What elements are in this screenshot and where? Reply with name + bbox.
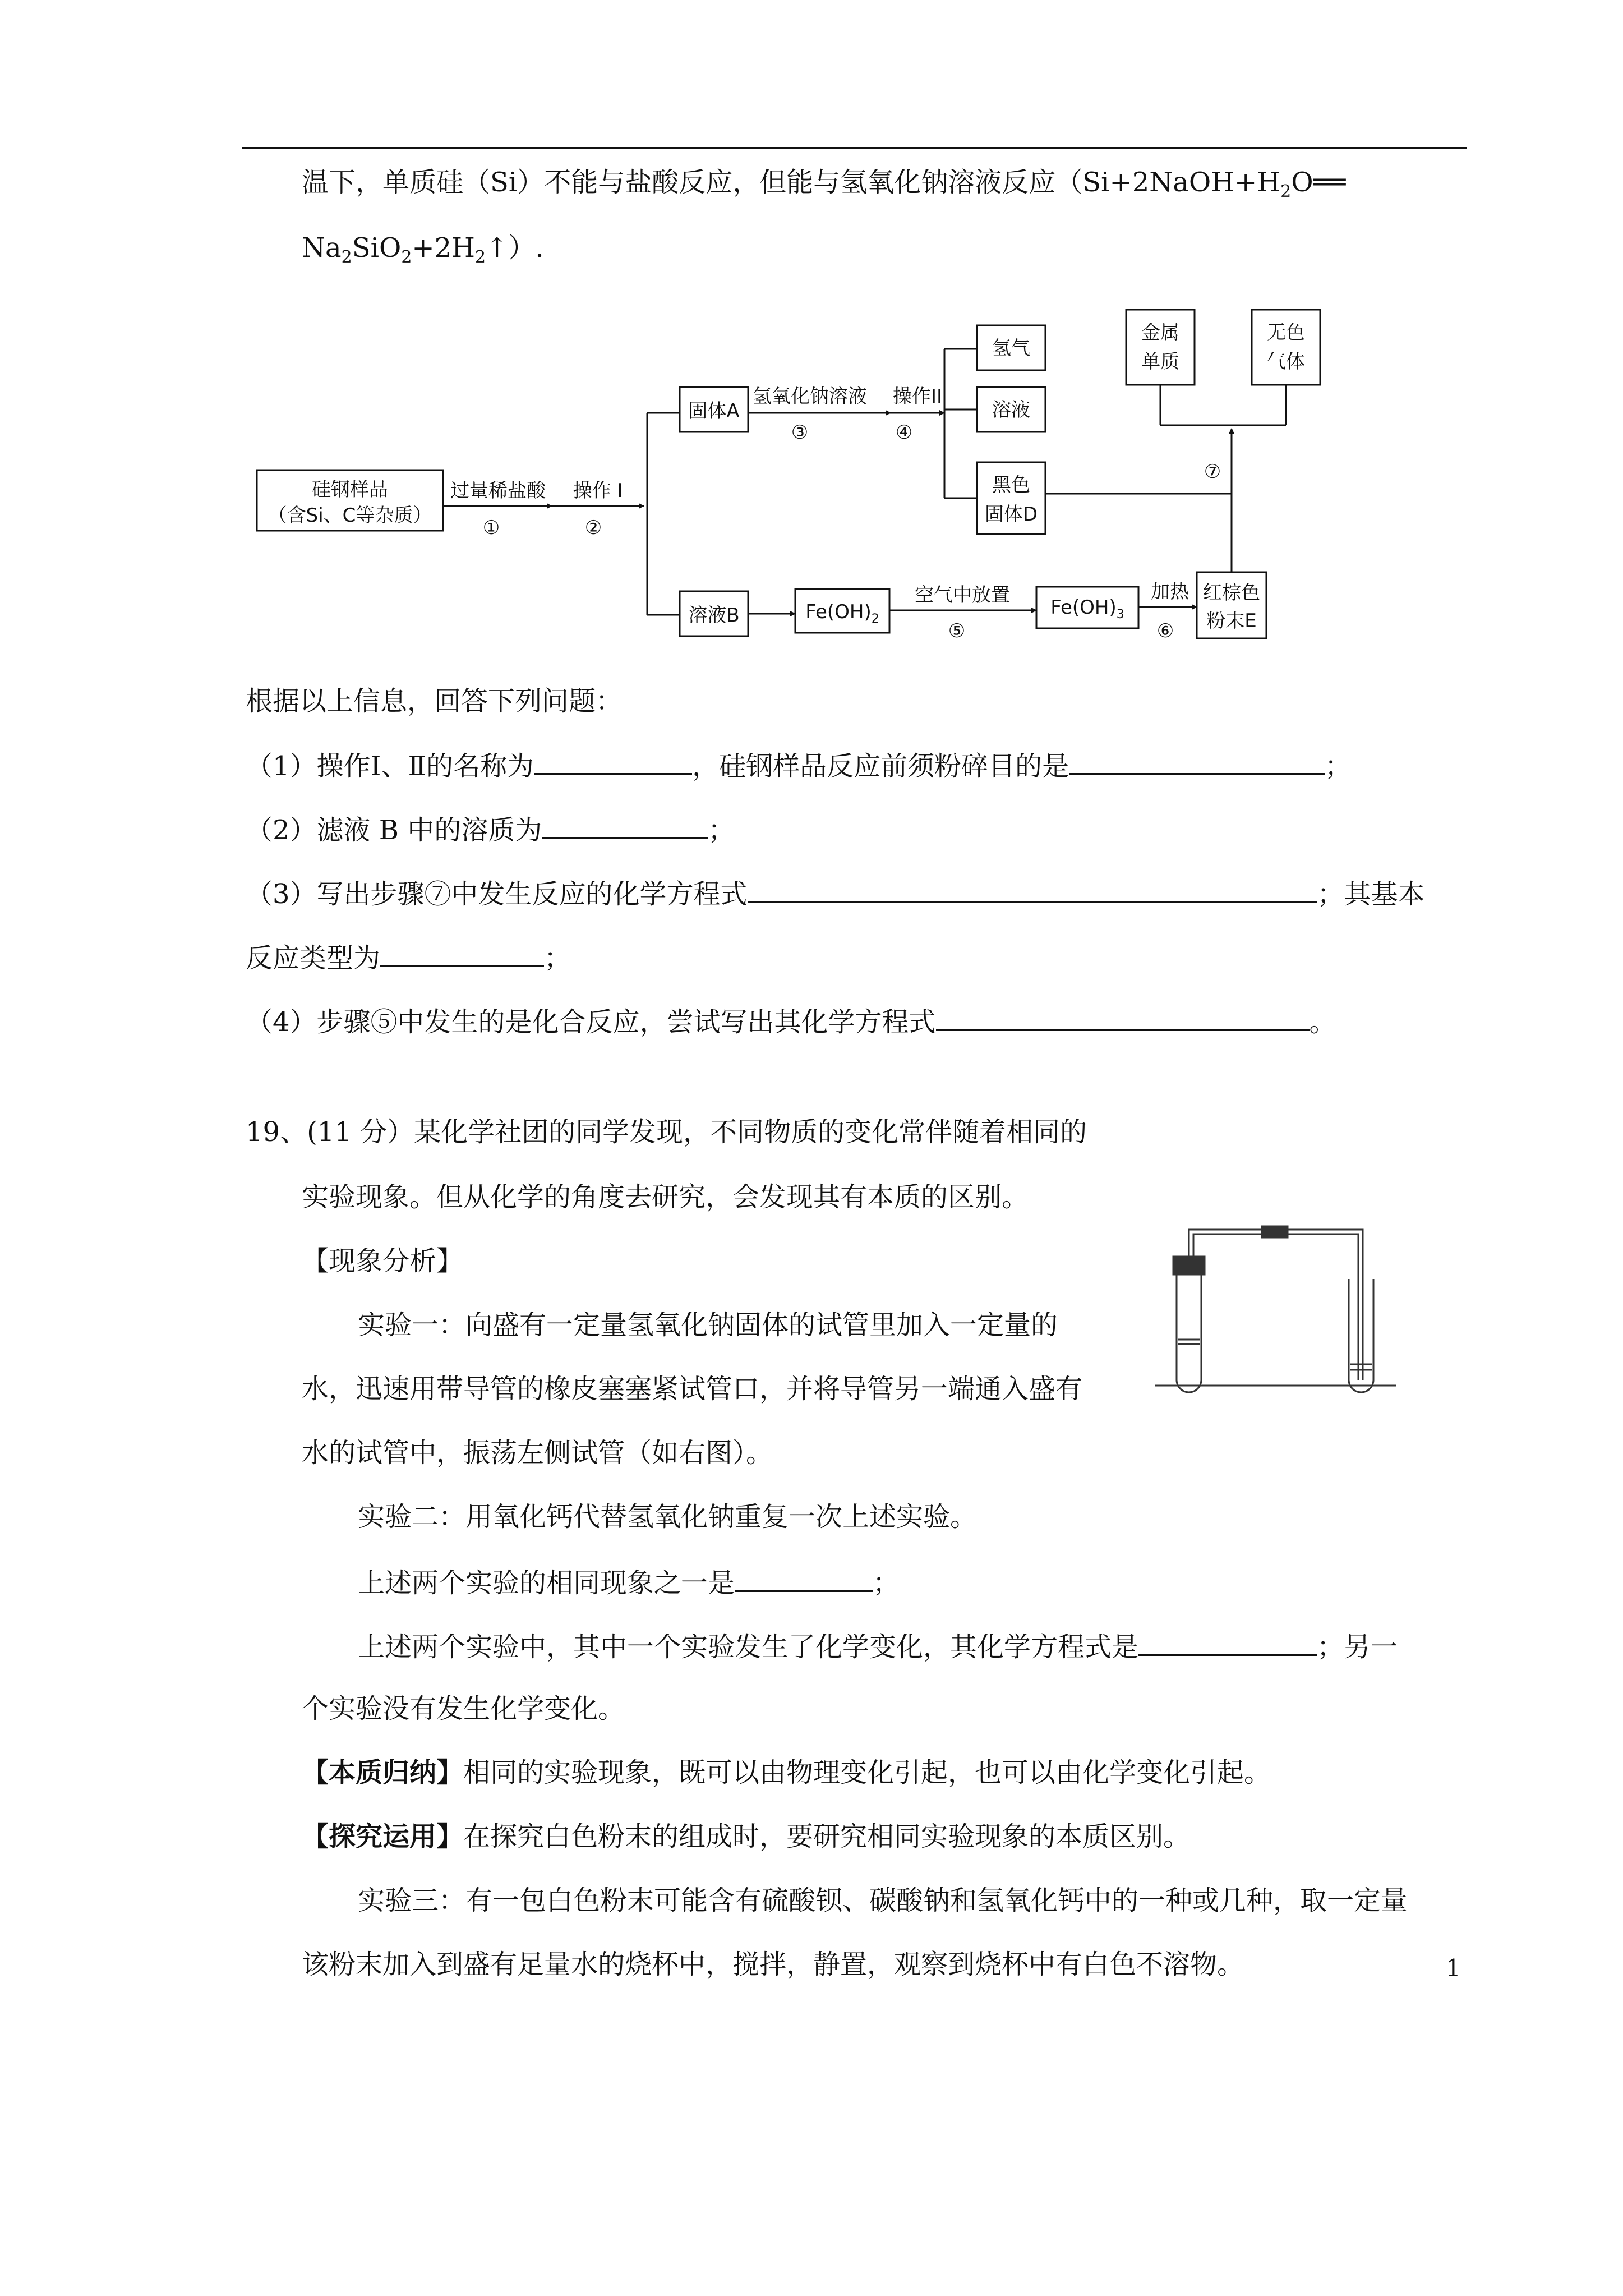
q19-heading-phenomenon: 【现象分析】 — [302, 1245, 464, 1277]
solution-label: 溶液 — [992, 399, 1030, 421]
feoh3-base: Fe(OH) — [1050, 596, 1117, 619]
step1-label: ① — [482, 517, 500, 539]
q4-text-a: （4）步骤⑤中发生的是化合反应，尝试写出其化学方程式 — [246, 1006, 936, 1038]
q2-text-a: （2）滤液 B 中的溶质为 — [246, 815, 542, 846]
step5-label: ⑤ — [948, 620, 966, 642]
q1-end: ； — [1325, 751, 1352, 782]
q19-exp1-line-1: 实验一：向盛有一定量氢氧化钠固体的试管里加入一定量的 — [358, 1309, 1058, 1341]
sample-label-2: （含Si、C等杂质） — [268, 504, 432, 527]
air-label: 空气中放置 — [915, 584, 1010, 606]
q19-exp1-line-2: 水，迅速用带导管的橡皮塞塞紧试管口，并将导管另一端通入盛有 — [302, 1373, 1083, 1405]
q2-end: ； — [708, 815, 735, 846]
delivery-tube — [1189, 1230, 1363, 1380]
q1-blank-2[interactable] — [1069, 747, 1325, 775]
q19-summary-head: 【本质归纳】 — [302, 1757, 464, 1788]
red-powder-label-2: 粉末E — [1206, 610, 1257, 632]
q19-line-2: 实验现象。但从化学的角度去研究，会发现其有本质的区别。 — [302, 1181, 1029, 1213]
intro-sub-1: 2 — [1280, 182, 1292, 201]
q19-apply-head: 【探究运用】 — [302, 1821, 464, 1852]
q19-exp3-line-2: 该粉末加入到盛有足量水的烧杯中，搅拌，静置，观察到烧杯中有白色不溶物。 — [302, 1949, 1244, 1980]
step3-label: ③ — [791, 421, 809, 444]
solution-b-label: 溶液B — [688, 604, 740, 627]
intro-sub-2a: 2 — [341, 247, 352, 267]
step4-label: ④ — [895, 421, 913, 444]
rubber-stopper — [1173, 1257, 1205, 1274]
intro-sub-2b: 2 — [401, 247, 412, 267]
acid-label: 过量稀盐酸 — [450, 480, 546, 502]
black-solid-label-2: 固体D — [984, 503, 1038, 526]
tube-joint — [1262, 1226, 1288, 1237]
q19-chem-text-a: 上述两个实验中，其中一个实验发生了化学变化，其化学方程式是 — [358, 1631, 1139, 1663]
hydrogen-label: 氢气 — [992, 337, 1030, 360]
delivery-tube-inner — [1193, 1234, 1358, 1380]
intro-text-1-end: O══ — [1291, 167, 1346, 198]
q19-exp1-line-3: 水的试管中，振荡左侧试管（如右图）。 — [302, 1437, 773, 1469]
metal-label-1: 金属 — [1141, 321, 1179, 344]
q4-blank[interactable] — [936, 1003, 1310, 1031]
question-3 — [246, 875, 1425, 911]
q3-text-a: （3）写出步骤⑦中发生反应的化学方程式 — [246, 878, 748, 910]
q1-text-b: ，硅钢样品反应前须粉碎目的是 — [692, 751, 1069, 782]
red-powder-label-1: 红棕色 — [1203, 582, 1260, 604]
q19-exp3-line-1: 实验三：有一包白色粉末可能含有硫酸钡、碳酸钠和氢氧化钙中的一种或几种，取一定量 — [358, 1885, 1408, 1916]
naoh-label: 氢氧化钠溶液 — [753, 385, 867, 408]
gas-label-1: 无色 — [1267, 321, 1305, 344]
op2-label: 操作II — [892, 385, 943, 408]
heat-label: 加热 — [1151, 581, 1189, 603]
feoh2-label — [805, 601, 879, 626]
q3-text-b: ；其基本 — [1317, 878, 1425, 910]
right-test-tube — [1349, 1279, 1373, 1392]
q2-blank[interactable] — [542, 811, 708, 839]
gas-label-2: 气体 — [1267, 351, 1305, 373]
question-4 — [246, 1003, 1336, 1039]
intro-sub-2c: 2 — [475, 247, 486, 267]
q19-chem-text-b: ；另一 — [1317, 1631, 1398, 1663]
intro-text-2a: Na — [302, 232, 342, 264]
step7-label: ⑦ — [1204, 461, 1221, 483]
q3-blank-1[interactable] — [748, 875, 1317, 903]
feoh3-sub: 3 — [1116, 608, 1124, 622]
test-tube-apparatus-figure — [1144, 1217, 1424, 1408]
question-1 — [246, 747, 1352, 783]
intro-text-1: 温下，单质硅（Si）不能与盐酸反应，但能与氢氧化钠溶液反应（Si+2NaOH+H — [302, 167, 1281, 198]
q19-chem-equation — [358, 1628, 1398, 1664]
q19-exp2: 实验二：用氧化钙代替氢氧化钠重复一次上述实验。 — [358, 1501, 978, 1533]
metal-label-2: 单质 — [1141, 351, 1179, 373]
questions-prompt: 根据以上信息，回答下列问题： — [246, 685, 623, 717]
q4-end: 。 — [1309, 1006, 1336, 1038]
q19-line-1: 19、(11 分）某化学社团的同学发现，不同物质的变化常伴随着相同的 — [246, 1116, 1087, 1148]
q19-same-phenomenon — [358, 1564, 900, 1600]
q19-chem-cont: 个实验没有发生化学变化。 — [302, 1693, 625, 1724]
q19-summary-text: 相同的实验现象，既可以由物理变化引起，也可以由化学变化引起。 — [463, 1757, 1271, 1788]
q3-text-c: 反应类型为 — [246, 942, 381, 974]
intro-text-2d: ↑）. — [486, 232, 544, 264]
q19-apply — [302, 1820, 1190, 1853]
q3-end: ； — [544, 942, 571, 974]
page-number: 1 — [1446, 1954, 1461, 1982]
q19-same-text: 上述两个实验的相同现象之一是 — [358, 1567, 735, 1599]
intro-text-2b: SiO — [352, 232, 402, 264]
q19-chem-blank[interactable] — [1138, 1628, 1317, 1656]
op1-label: 操作 I — [573, 480, 623, 502]
feoh2-base: Fe(OH) — [805, 601, 872, 623]
question-3-cont — [246, 939, 571, 975]
q1-text-a: （1）操作Ⅰ、Ⅱ的名称为 — [246, 751, 534, 782]
question-2 — [246, 811, 735, 847]
q3-blank-2[interactable] — [380, 939, 544, 967]
sample-label-1: 硅钢样品 — [312, 478, 388, 501]
process-flowchart — [0, 0, 1623, 673]
q19-same-blank[interactable] — [735, 1564, 873, 1592]
feoh2-sub: 2 — [871, 612, 879, 626]
q1-blank-1[interactable] — [534, 747, 692, 775]
q19-summary — [302, 1756, 1271, 1789]
black-solid-label-1: 黑色 — [992, 474, 1030, 496]
q19-apply-text: 在探究白色粉末的组成时，要研究相同实验现象的本质区别。 — [463, 1821, 1191, 1852]
step6-label: ⑥ — [1156, 620, 1174, 642]
step2-label: ② — [584, 517, 602, 539]
intro-text-2c: +2H — [412, 232, 476, 264]
left-test-tube — [1177, 1273, 1201, 1392]
q19-same-end: ； — [873, 1567, 900, 1599]
solid-a-label: 固体A — [688, 400, 740, 422]
feoh3-label — [1050, 596, 1124, 622]
